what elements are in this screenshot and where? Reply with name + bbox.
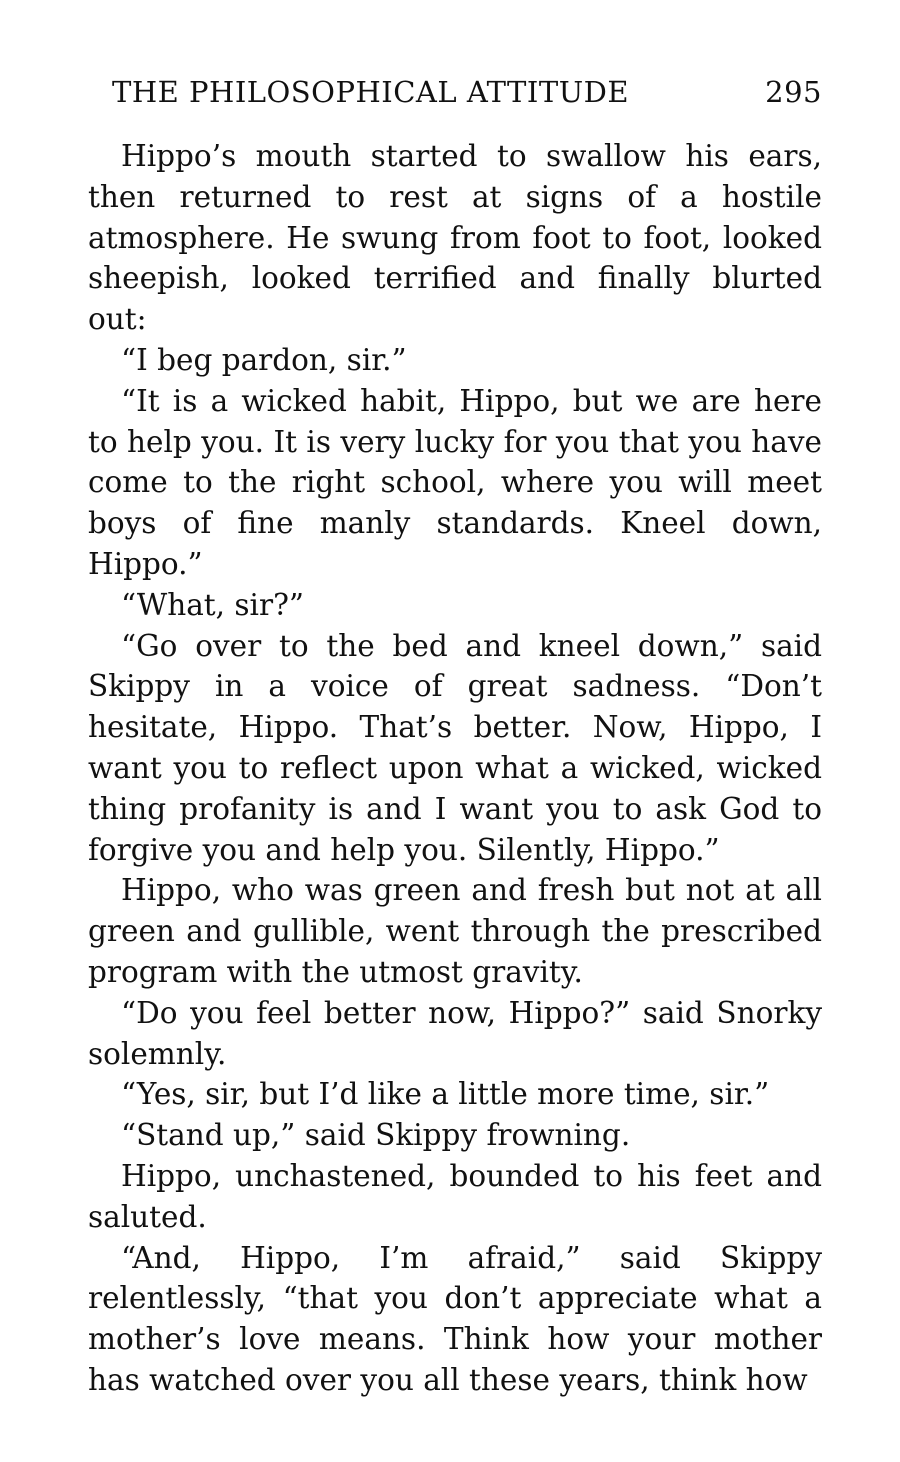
running-header <box>112 70 822 114</box>
paragraph: Hippo, unchastened, bounded to his feet and saluted. <box>88 1158 822 1234</box>
paragraph: Hippo, who was green and fresh but not at all green and gullible, went through the prescribed program with the utmost gravity. <box>88 873 822 989</box>
paragraph: “Stand up,” said Skippy frowning. <box>121 1118 631 1153</box>
paragraph: “Yes, sir, but I’d like a little more time, sir.” <box>121 1077 770 1112</box>
paragraph: “It is a wicked habit, Hippo, but we are here to help you. It is very lucky for you that you have come to the right school, where you will meet boys of fine manly standards. Kneel down, Hippo.” <box>88 383 822 581</box>
paragraph: “Do you feel better now, Hippo?” said Snorky solemnly. <box>88 995 822 1071</box>
running-title: THE PHILOSOPHICAL ATTITUDE <box>112 75 630 109</box>
paragraph: “What, sir?” <box>121 587 304 622</box>
page-body <box>88 136 822 1401</box>
paragraph: “And, Hippo, I’m afraid,” said Skippy relentlessly, “that you don’t appreciate what a mother’s love means. Think how your mother has watched over you all these years, think how <box>88 1240 822 1397</box>
paragraph: “Go over to the bed and kneel down,” said Skippy in a voice of great sadness. “Don’t hesitate, Hippo. That’s better. Now, Hippo, I want you to reflect upon what a wicked, wicked thing profanity is and I want you to ask God to forgive you and help you. Silently, Hippo.” <box>88 628 822 867</box>
paragraph: Hippo’s mouth started to swallow his ears, then returned to rest at signs of a hostile atmosphere. He swung from foot to foot, looked sheepish, looked terrified and finally blurted out: <box>88 139 822 337</box>
page-number: 295 <box>765 75 822 109</box>
paragraph: “I beg pardon, sir.” <box>121 342 407 377</box>
